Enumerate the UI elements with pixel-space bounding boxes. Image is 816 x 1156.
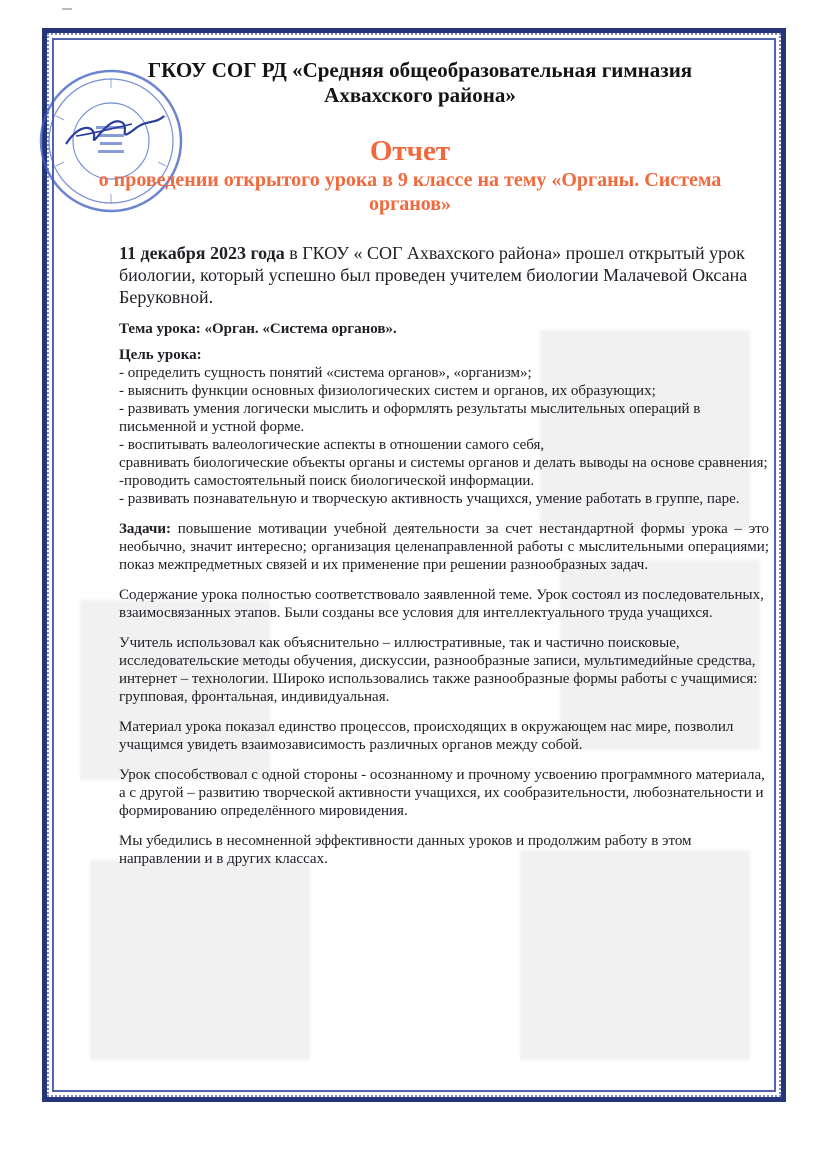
- goals-heading: Цель урока:: [119, 347, 202, 363]
- body-paragraph: Содержание урока полностью соответствовало заявленной теме. Урок состоял из последовательных, взаимосвязанных этапов. Были созданы все условия для интеллектуального труда учащихся.: [119, 587, 764, 621]
- lesson-topic: Тема урока: «Орган. «Система органов».: [119, 321, 397, 337]
- header-line-1: ГКОУ СОГ РД «Средняя общеобразовательная гимназия: [147, 58, 693, 82]
- intro-date: 11 декабря 2023 года: [119, 243, 285, 263]
- report-body: [119, 242, 769, 868]
- goal-item: - развивать познавательную и творческую активность учащихся, умение работать в группе, паре.: [119, 491, 740, 507]
- body-paragraph: Урок способствовал с одной стороны - осознанному и прочному усвоению программного материала, а с другой – развитию творческой активности учащихся, их сообразительности, любознательности и формированию определённого мировидения.: [119, 767, 765, 819]
- tasks-paragraph: [119, 520, 769, 574]
- goal-item: - воспитывать валеологические аспекты в отношении самого себя,: [119, 437, 545, 453]
- tasks-label: Задачи:: [119, 521, 172, 537]
- body-paragraph: Материал урока показал единство процессов, происходящих в окружающем нас мире, позволил учащимся увидеть взаимозависимость различных органов между собой.: [119, 719, 734, 753]
- report-title: [60, 134, 760, 216]
- body-paragraph: Мы убедились в несомненной эффективности данных уроков и продолжим работу в этом направлении и в других классах.: [119, 833, 692, 867]
- title-sub-1: о проведении открытого урока в 9 классе на тему «Органы. Система: [98, 169, 722, 191]
- school-header: [100, 58, 740, 108]
- intro-paragraph: [119, 242, 769, 308]
- scan-mark: [62, 8, 72, 16]
- goal-item: -проводить самостоятельный поиск биологической информации.: [119, 473, 535, 489]
- body-paragraph: Учитель использовал как объяснительно – иллюстративные, так и частично поисковые, исследовательские методы обучения, дискуссии, разнообразные записи, мультимедийные средства, интернет – технологии. Широко использовались также разнообразные формы работы с учащимися: групповая, фронтальная, индивидуальная.: [119, 635, 758, 705]
- tasks-text: повышение мотивации учебной деятельности за счет нестандартной формы урока – это необычно, значит интересно; организация целенаправленной работы с мыслительными операциями; показ межпредметных связей и их применение при решении разнообразных задач.: [119, 521, 769, 573]
- lesson-goals: [119, 346, 769, 508]
- goal-item: - выяснить функции основных физиологических систем и органов, их образующих;: [119, 383, 656, 399]
- title-sub-2: органов»: [368, 193, 452, 215]
- goal-item: сравнивать биологические объекты органы и системы органов и делать выводы на основе сравнения;: [119, 455, 768, 471]
- intro-text: в ГКОУ « СОГ Ахвахского района» прошел открытый урок биологии, который успешно был проведен учителем биологии Малачевой Оксана Беруковной.: [119, 243, 748, 307]
- goal-item: - определить сущность понятий «система органов», «организм»;: [119, 365, 532, 381]
- title-main: Отчет: [369, 135, 451, 167]
- goal-item: - развивать умения логически мыслить и оформлять результаты мыслительных операций в письменной и устной форме.: [119, 401, 701, 435]
- header-line-2: Ахвахского района»: [324, 83, 516, 107]
